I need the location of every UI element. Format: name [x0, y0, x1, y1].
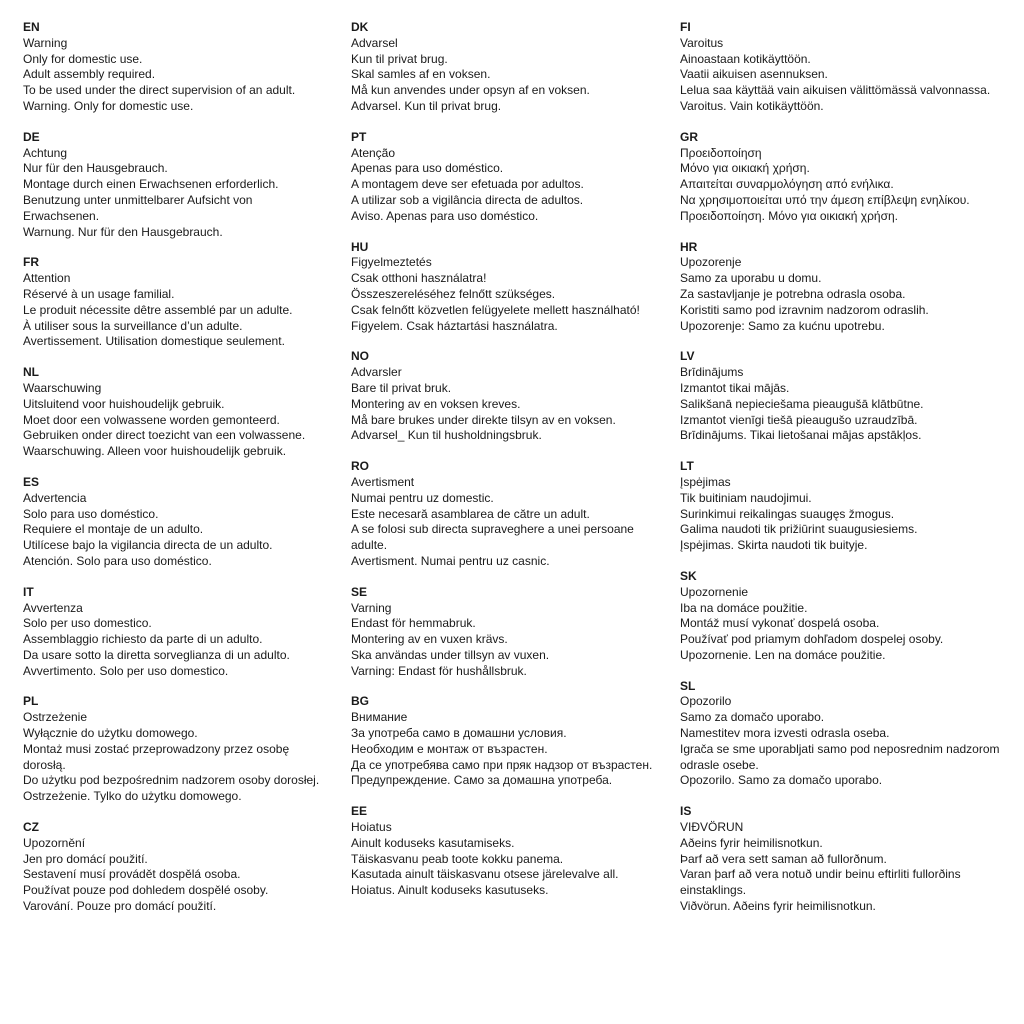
- warning-line: A montagem deve ser efetuada por adultos.: [351, 177, 584, 192]
- column-2: [351, 20, 661, 914]
- warning-line: Montage durch einen Erwachsenen erforderlich.: [23, 177, 279, 192]
- warning-line: Samo za uporabu u domu.: [680, 271, 822, 286]
- warning-line: Utilícese bajo la vigilancia directa de un adulto.: [23, 538, 273, 553]
- language-code: DK: [351, 20, 369, 34]
- warning-line: A utilizar sob a vigilância directa de adultos.: [351, 192, 584, 207]
- warning-line: Igrača se sme uporabljati samo pod neposrednim nadzorom odrasle osebe.: [680, 741, 1000, 772]
- warning-line: Tik buitiniam naudojimui.: [680, 490, 812, 505]
- language-block-gr: [680, 130, 1000, 225]
- warning-line: Wyłącznie do użytku domowego.: [23, 726, 198, 741]
- warning-line: Uitsluitend voor huishoudelijk gebruik.: [23, 396, 225, 411]
- language-code: SL: [680, 678, 696, 693]
- language-block-it: [23, 585, 328, 680]
- language-block-pt: [351, 130, 661, 225]
- language-block-es: [23, 475, 328, 570]
- warning-line: Csak otthoni használatra!: [351, 271, 487, 286]
- warning-line: Þarf að vera sett saman að fullorðnum.: [680, 851, 887, 866]
- warning-line: À utiliser sous la surveillance d’un adulte.: [23, 318, 243, 333]
- language-code: NL: [23, 365, 39, 380]
- language-block-no: [351, 349, 661, 444]
- warning-line: Namestitev mora izvesti odrasla oseba.: [680, 726, 890, 741]
- warning-line: Le produit nécessite dêtre assemblé par un adulte.: [23, 302, 293, 317]
- warning-heading: Upozorenje: [680, 255, 742, 270]
- warning-line: Figyelem. Csak háztartási használatra.: [351, 318, 558, 333]
- language-block-cz: [23, 820, 328, 915]
- warning-line: Používat pouze pod dohledem dospělé osoby.: [23, 883, 269, 898]
- warning-line: Įspėjimas. Skirta naudoti tik buityje.: [680, 538, 868, 553]
- warning-line: Viðvörun. Aðeins fyrir heimilisnotkun.: [680, 899, 876, 914]
- warning-line: A se folosi sub directa supraveghere a unei persoane adulte.: [351, 522, 634, 553]
- warning-line: Requiere el montaje de un adulto.: [23, 522, 204, 537]
- warning-line: Surinkimui reikalingas suaugęs žmogus.: [680, 506, 895, 521]
- warning-heading: Warning: [23, 35, 68, 50]
- language-block-pl: [23, 694, 328, 805]
- warning-heading: Hoiatus: [351, 820, 392, 835]
- language-code: IS: [680, 804, 692, 819]
- warning-line: Необходим е монтаж от възрастен.: [351, 741, 548, 756]
- warning-line: Varning: Endast för hushållsbruk.: [351, 663, 527, 678]
- warning-line: Må kun anvendes under opsyn af en voksen.: [351, 83, 590, 98]
- language-code: ES: [23, 474, 40, 489]
- warning-line: Avvertimento. Solo per uso domestico.: [23, 663, 229, 678]
- language-code: HR: [680, 239, 698, 254]
- warning-line: Varoitus. Vain kotikäyttöön.: [680, 98, 824, 113]
- warning-line: Brīdinājums. Tikai lietošanai mājas apstākļos.: [680, 428, 922, 443]
- language-block-bg: [351, 694, 661, 789]
- warning-line: Only for domestic use.: [23, 51, 143, 66]
- language-code: RO: [351, 459, 369, 474]
- warning-heading: Upozornění: [23, 835, 86, 850]
- warning-heading: Προειδοποίηση: [680, 145, 762, 160]
- warning-line: Avertisment. Numai pentru uz casnic.: [351, 553, 550, 568]
- warning-heading: Figyelmeztetés: [351, 255, 432, 270]
- warning-line: Kasutada ainult täiskasvanu otsese järelevalve all.: [351, 867, 619, 882]
- language-block-nl: [23, 365, 328, 460]
- warning-line: Gebruiken onder direct toezicht van een volwassene.: [23, 428, 306, 443]
- language-code: DE: [23, 129, 40, 144]
- language-block-de: [23, 130, 328, 241]
- language-code: NO: [351, 349, 369, 364]
- warning-line: Za sastavljanje je potrebna odrasla osoba.: [680, 286, 906, 301]
- warning-line: Hoiatus. Ainult koduseks kasutuseks.: [351, 883, 549, 898]
- language-code: LT: [680, 459, 694, 474]
- warning-line: Advarsel_ Kun til husholdningsbruk.: [351, 428, 542, 443]
- language-block-ee: [351, 804, 661, 899]
- warning-heading: Avvertenza: [23, 600, 83, 615]
- language-code: SK: [680, 568, 697, 583]
- warning-line: Da usare sotto la diretta sorveglianza di un adulto.: [23, 647, 290, 662]
- warning-line: Warning. Only for domestic use.: [23, 98, 194, 113]
- warning-line: Solo para uso doméstico.: [23, 506, 159, 521]
- warning-line: Montering av en vuxen krävs.: [351, 632, 508, 647]
- warning-line: Používať pod priamym dohľadom dospelej osoby.: [680, 632, 944, 647]
- warning-line: Este necesară asamblarea de către un adult.: [351, 506, 590, 521]
- language-block-se: [351, 585, 661, 680]
- warning-line: Да се употребява само при пряк надзор от възрастен.: [351, 757, 653, 772]
- warning-line: Vaatii aikuisen asennuksen.: [680, 67, 828, 82]
- warning-line: Jen pro domácí použití.: [23, 851, 148, 866]
- language-block-lt: [680, 459, 1000, 554]
- warning-line: Ska användas under tillsyn av vuxen.: [351, 647, 550, 662]
- language-block-lv: [680, 349, 1000, 444]
- warning-line: Sestavení musí provádět dospělá osoba.: [23, 867, 241, 882]
- warning-line: Apenas para uso doméstico.: [351, 161, 504, 176]
- warning-line: Benutzung unter unmittelbarer Aufsicht von Erwachsenen.: [23, 192, 253, 223]
- warning-line: Moet door een volwassene worden gemonteerd.: [23, 412, 280, 427]
- warning-line: Kun til privat brug.: [351, 51, 448, 66]
- language-block-sl: [680, 679, 1000, 790]
- language-block-is: [680, 804, 1000, 915]
- warning-heading: Achtung: [23, 145, 68, 160]
- warning-line: Izmantot tikai mājās.: [680, 380, 790, 395]
- warning-line: Montáž musí vykonať dospelá osoba.: [680, 616, 880, 631]
- language-code: IT: [23, 584, 34, 599]
- language-code: CZ: [23, 820, 39, 835]
- warning-line: Waarschuwing. Alleen voor huishoudelijk gebruik.: [23, 444, 287, 459]
- warning-line: Μόνο για οικιακή χρήση.: [680, 161, 810, 176]
- warning-heading: Внимание: [351, 710, 408, 725]
- warning-line: Απαιτείται συναρμολόγηση από ενήλικα.: [680, 177, 894, 192]
- warning-line: Adult assembly required.: [23, 67, 156, 82]
- language-code: LV: [680, 349, 695, 364]
- warning-heading: Advarsler: [351, 365, 402, 380]
- language-block-ro: [351, 459, 661, 570]
- warning-line: Avertissement. Utilisation domestique seulement.: [23, 334, 285, 349]
- warning-line: Opozorilo. Samo za domačo uporabo.: [680, 773, 883, 788]
- warning-line: Montaż musi zostać przeprowadzony przez osobę dorosłą.: [23, 741, 290, 772]
- warning-line: Salikšanā nepieciešama pieaugušā klātbūtne.: [680, 396, 924, 411]
- language-code: PT: [351, 129, 367, 144]
- warning-line: Összeszereléséhez felnőtt szükséges.: [351, 286, 556, 301]
- warning-line: Izmantot vienīgi tiešā pieaugušo uzraudzībā.: [680, 412, 918, 427]
- warning-line: Ainult koduseks kasutamiseks.: [351, 835, 515, 850]
- warning-heading: Brīdinājums: [680, 365, 744, 380]
- language-block-hu: [351, 240, 661, 335]
- warning-line: Aviso. Apenas para uso doméstico.: [351, 208, 539, 223]
- warning-heading: Atenção: [351, 145, 396, 160]
- warning-heading: Waarschuwing: [23, 380, 102, 395]
- language-code: HU: [351, 239, 369, 254]
- column-1: [23, 20, 328, 930]
- language-block-en: [23, 20, 328, 115]
- warning-heading: Advertencia: [23, 490, 87, 505]
- warning-line: Bare til privat bruk.: [351, 380, 452, 395]
- warning-line: Skal samles af en voksen.: [351, 67, 491, 82]
- warning-heading: Advarsel: [351, 35, 398, 50]
- warning-line: Warnung. Nur für den Hausgebrauch.: [23, 224, 223, 239]
- warning-line: Assemblaggio richiesto da parte di un adulto.: [23, 632, 263, 647]
- warning-heading: Įspėjimas: [680, 474, 731, 489]
- warning-line: Upozorenje: Samo za kućnu upotrebu.: [680, 318, 885, 333]
- warning-heading: Varoitus: [680, 35, 724, 50]
- warning-line: Varan þarf að vera notuð undir beinu eftirliti fullorðins einstaklings.: [680, 867, 961, 898]
- language-code: FI: [680, 20, 691, 34]
- warning-heading: Ostrzeżenie: [23, 710, 88, 725]
- warning-line: Täiskasvanu peab toote kokku panema.: [351, 851, 564, 866]
- warning-heading: Opozorilo: [680, 694, 732, 709]
- warning-line: Iba na domáce použitie.: [680, 600, 808, 615]
- warning-line: Ainoastaan kotikäyttöön.: [680, 51, 811, 66]
- warning-line: Solo per uso domestico.: [23, 616, 152, 631]
- warning-line: Varování. Pouze pro domácí použití.: [23, 899, 217, 914]
- warning-line: Ostrzeżenie. Tylko do użytku domowego.: [23, 789, 242, 804]
- language-code: SE: [351, 584, 368, 599]
- language-block-sk: [680, 569, 1000, 664]
- language-block-dk: [351, 20, 661, 115]
- language-block-fr: [23, 255, 328, 350]
- warning-heading: Varning: [351, 600, 392, 615]
- language-code: EN: [23, 20, 40, 34]
- language-block-fi: [680, 20, 1000, 115]
- warning-line: To be used under the direct supervision of an adult.: [23, 83, 296, 98]
- warning-line: Atención. Solo para uso doméstico.: [23, 553, 212, 568]
- warning-line: Må bare brukes under direkte tilsyn av en voksen.: [351, 412, 616, 427]
- warning-line: Aðeins fyrir heimilisnotkun.: [680, 835, 823, 850]
- warning-line: Numai pentru uz domestic.: [351, 490, 494, 505]
- warning-line: Lelua saa käyttää vain aikuisen välittömässä valvonnassa.: [680, 83, 991, 98]
- warning-line: Samo za domačo uporabo.: [680, 710, 825, 725]
- language-code: BG: [351, 694, 369, 709]
- warning-line: Réservé à un usage familial.: [23, 286, 175, 301]
- language-code: GR: [680, 129, 698, 144]
- warning-line: Montering av en voksen kreves.: [351, 396, 521, 411]
- warning-heading: Avertisment: [351, 474, 415, 489]
- warning-line: Endast för hemmabruk.: [351, 616, 476, 631]
- warning-line: Koristiti samo pod izravnim nadzorom odraslih.: [680, 302, 929, 317]
- language-code: PL: [23, 694, 39, 709]
- warning-line: Csak felnőtt közvetlen felügyelete mellett használható!: [351, 302, 640, 317]
- warning-line: Upozornenie. Len na domáce použitie.: [680, 647, 886, 662]
- language-code: FR: [23, 255, 39, 270]
- warning-line: Advarsel. Kun til privat brug.: [351, 98, 502, 113]
- column-3: [680, 20, 1000, 930]
- warning-line: За употреба само в домашни условия.: [351, 726, 567, 741]
- warning-line: Να χρησιμοποιείται υπό την άμεση επίβλεψη ενηλίκου.: [680, 192, 970, 207]
- warning-line: Nur für den Hausgebrauch.: [23, 161, 168, 176]
- warning-line: Do użytku pod bezpośrednim nadzorem osoby dorosłej.: [23, 773, 320, 788]
- warning-heading: VIÐVÖRUN: [680, 820, 744, 835]
- language-code: EE: [351, 804, 368, 819]
- warning-heading: Upozornenie: [680, 584, 749, 599]
- language-block-hr: [680, 240, 1000, 335]
- warning-line: Предупреждение. Само за домашна употреба.: [351, 773, 613, 788]
- warning-line: Galima naudoti tik prižiūrint suaugusiesiems.: [680, 522, 918, 537]
- warning-line: Προειδοποίηση. Μόνο για οικιακή χρήση.: [680, 208, 899, 223]
- warning-heading: Attention: [23, 271, 71, 286]
